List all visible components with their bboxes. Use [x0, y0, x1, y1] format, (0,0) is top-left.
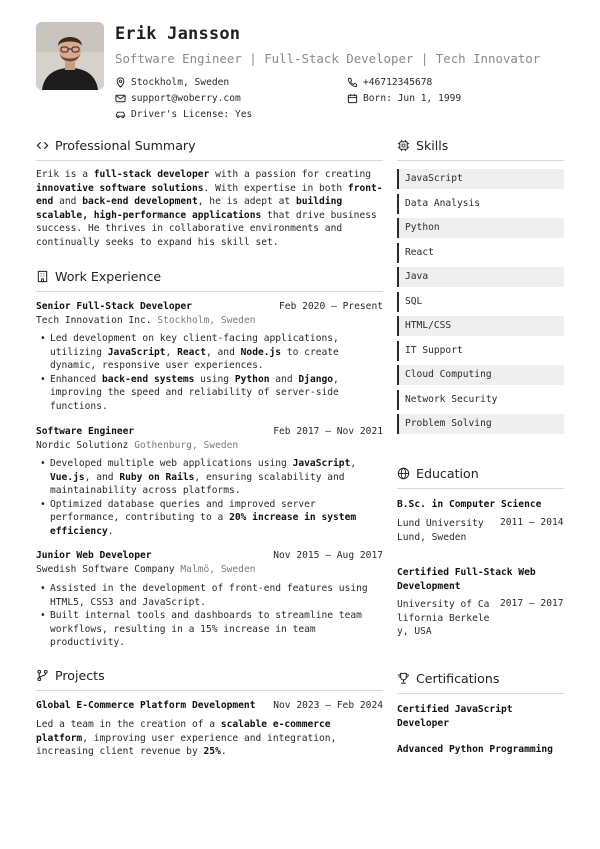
education-heading: Education	[397, 466, 479, 481]
job-bullet: • Optimized database queries and improved server performance, contributing to a 20% increase in system efficiency.	[36, 498, 383, 539]
summary-text: Erik is a full-stack developer with a passion for creating innovative software solutions. With expertise in both front-end and back-end development, he is adept at building scalable, high-performance applications that drive business success. He thrives in collaborative environments and continually seeks to expand his skill set.	[36, 169, 383, 248]
certification-item: Certified JavaScript Developer	[397, 704, 513, 729]
emphasis-text: Vue.js	[50, 471, 85, 483]
certifications-heading: Certifications	[397, 671, 499, 686]
skill-item: React	[397, 243, 564, 263]
mail-icon	[115, 93, 126, 104]
job-bullet: • Built internal tools and dashboards to streamline team workflows, resulting in a 15% increase in team productivity.	[36, 609, 383, 650]
license-line	[115, 109, 252, 120]
emphasis-text: Python	[234, 373, 270, 385]
location-line	[115, 77, 229, 88]
emphasis-text: scalable e-commerce platform	[36, 719, 331, 744]
projects-divider	[36, 690, 383, 691]
emphasis-text: front-end	[36, 182, 383, 208]
job-title: Junior Web Developer	[36, 550, 152, 561]
skill-item: Python	[397, 218, 564, 238]
certifications-divider	[397, 693, 564, 694]
job-dates: Feb 2020 — Present	[279, 301, 383, 312]
building-icon	[36, 270, 49, 283]
skill-item: HTML/CSS	[397, 316, 564, 336]
emphasis-text: back-end systems	[101, 373, 195, 385]
candidate-name: Erik Jansson	[115, 24, 241, 44]
education-dates: 2011 — 2014	[500, 517, 564, 528]
trophy-icon	[397, 672, 410, 685]
job-title: Software Engineer	[36, 426, 135, 437]
git-branch-icon	[36, 669, 49, 682]
skill-item: IT Support	[397, 341, 564, 361]
emphasis-text: JavaScript	[292, 458, 351, 469]
license-text: Driver's License: Yes	[131, 109, 253, 120]
skill-item: JavaScript	[397, 169, 564, 189]
location-text: Stockholm, Sweden	[131, 77, 230, 88]
skill-item: Network Security	[397, 390, 564, 410]
job-company: Nordic Solutionz Gothenburg, Sweden	[36, 440, 239, 451]
summary-heading: Professional Summary	[36, 138, 196, 153]
emphasis-text: building scalable, high-performance applications	[36, 196, 343, 221]
birthdate-text: Born: Jun 1, 1999	[363, 93, 462, 104]
skills-heading: Skills	[397, 138, 448, 153]
job-dates: Nov 2015 — Aug 2017	[273, 550, 383, 561]
job-company: Tech Innovation Inc. Stockholm, Sweden	[36, 315, 256, 326]
emphasis-text: Ruby on Rails	[119, 471, 195, 483]
job-bullet: • Enhanced back-end systems using Python and Django, improving the speed and reliability of server-side functions.	[36, 373, 383, 414]
emphasis-text: innovative software solutions	[36, 182, 204, 194]
job-bullets	[36, 332, 383, 414]
car-icon	[115, 109, 126, 120]
emphasis-text: Node.js	[240, 346, 282, 358]
emphasis-text: 25%	[203, 746, 221, 758]
skill-item: Java	[397, 267, 564, 287]
education-dates: 2017 — 2017	[500, 598, 564, 609]
education-degree: B.Sc. in Computer Science	[397, 499, 542, 510]
skill-item: Cloud Computing	[397, 365, 564, 385]
job-dates: Feb 2017 — Nov 2021	[273, 426, 383, 437]
project-description: Led a team in the creation of a scalable e-commerce platform, improving user experience and integration, increasing client revenue by 25%.	[36, 719, 337, 758]
education-divider	[397, 488, 564, 489]
emphasis-text: full-stack developer	[93, 169, 210, 180]
job-bullets	[36, 582, 383, 650]
job-company: Swedish Software Company Malmö, Sweden	[36, 564, 256, 575]
work-divider	[36, 291, 383, 292]
profile-photo	[36, 22, 104, 90]
project-title: Global E-Commerce Platform Development	[36, 700, 256, 711]
projects-heading: Projects	[36, 668, 105, 683]
emphasis-text: React	[177, 346, 206, 358]
email-text[interactable]: support@woberry.com	[131, 93, 241, 104]
phone-line[interactable]	[347, 77, 432, 88]
birthdate-line	[347, 93, 461, 104]
emphasis-text: JavaScript	[107, 346, 166, 358]
education-institution: University of California Berkeley, USA	[397, 599, 490, 638]
candidate-headline: Software Engineer | Full-Stack Developer | Tech Innovator	[115, 51, 541, 66]
job-bullet: • Developed multiple web applications using JavaScript, Vue.js, and Ruby on Rails, ensuring scalability and maintainability across platforms.	[36, 457, 383, 498]
job-bullet: • Led development on key client-facing applications, utilizing JavaScript, React, and Node.js to create dynamic, responsive user experiences.	[36, 332, 383, 373]
emphasis-text: Django	[298, 373, 334, 385]
job-title: Senior Full-Stack Developer	[36, 301, 192, 312]
phone-icon	[347, 77, 358, 88]
skill-item: Problem Solving	[397, 414, 564, 434]
phone-text[interactable]: +46712345678	[363, 77, 433, 88]
email-line[interactable]	[115, 93, 241, 104]
project-dates: Nov 2023 — Feb 2024	[273, 700, 383, 711]
job-bullets	[36, 457, 383, 539]
chip-icon	[397, 139, 410, 152]
work-heading: Work Experience	[36, 269, 161, 284]
calendar-icon	[347, 93, 358, 104]
job-bullet: • Assisted in the development of front-end features using HTML5, CSS3 and JavaScript.	[36, 582, 383, 609]
education-institution: Lund University Lund, Sweden	[397, 518, 484, 543]
location-pin-icon	[115, 77, 126, 88]
code-icon	[36, 139, 49, 152]
skill-item: Data Analysis	[397, 194, 564, 214]
education-degree: Certified Full-Stack Web Development	[397, 567, 536, 592]
skill-item: SQL	[397, 292, 564, 312]
emphasis-text: 20% increase in system efficiency	[50, 512, 357, 537]
certification-item: Advanced Python Programming	[397, 744, 553, 755]
emphasis-text: back-end development	[82, 196, 198, 208]
skills-divider	[397, 160, 564, 161]
globe-icon	[397, 467, 410, 480]
summary-divider	[36, 160, 383, 161]
